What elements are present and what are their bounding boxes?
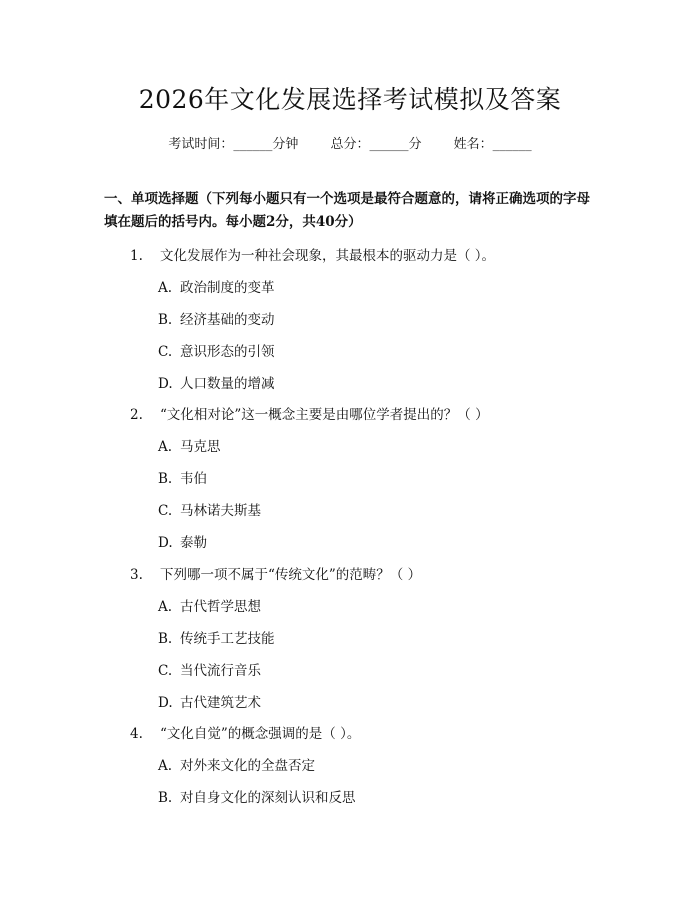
option-text: 对外来文化的全盘否定 [180, 758, 315, 774]
option-letter: C. [158, 344, 173, 360]
option-2b [158, 467, 207, 487]
option-1c [158, 340, 275, 360]
option-text: 意识形态的引领 [180, 344, 275, 360]
question-number: 2. [130, 407, 143, 423]
option-text: 当代流行音乐 [180, 663, 261, 679]
option-letter: B. [158, 312, 173, 328]
option-letter: D. [158, 376, 173, 392]
option-1a [158, 276, 275, 296]
option-1b [158, 308, 275, 328]
option-3c [158, 659, 261, 679]
option-text: 韦伯 [180, 471, 207, 487]
total-score-field: 总分：______分 [330, 137, 422, 152]
question-4 [130, 722, 360, 742]
option-letter: A. [158, 599, 173, 615]
option-text: 古代建筑艺术 [180, 695, 261, 711]
option-letter: A. [158, 758, 173, 774]
question-1 [130, 244, 495, 264]
option-2d [158, 531, 207, 551]
option-2a [158, 435, 221, 455]
option-3a [158, 595, 261, 615]
option-letter: D. [158, 535, 173, 551]
question-3 [130, 563, 421, 583]
exam-info [0, 133, 700, 152]
option-4a [158, 754, 315, 774]
option-letter: A. [158, 280, 173, 296]
option-letter: B. [158, 631, 173, 647]
option-letter: C. [158, 663, 173, 679]
option-text: 政治制度的变革 [180, 280, 275, 296]
option-text: 古代哲学思想 [180, 599, 261, 615]
name-field: 姓名：______ [453, 137, 532, 152]
option-letter: D. [158, 695, 173, 711]
question-number: 4. [130, 726, 143, 742]
option-3d [158, 691, 261, 711]
question-number: 3. [130, 567, 143, 583]
question-number: 1. [130, 248, 143, 264]
option-text: 马林诺夫斯基 [180, 503, 261, 519]
page-title: 2026年文化发展选择考试模拟及答案 [138, 85, 562, 114]
option-text: 马克思 [180, 439, 221, 455]
option-letter: A. [158, 439, 173, 455]
question-text: “文化相对论”这一概念主要是由哪位学者提出的？（ ） [160, 407, 489, 423]
option-4b [158, 786, 356, 806]
option-text: 传统手工艺技能 [180, 631, 275, 647]
option-letter: B. [158, 471, 173, 487]
option-text: 经济基础的变动 [180, 312, 275, 328]
option-1d [158, 372, 275, 392]
option-text: 泰勒 [180, 535, 207, 551]
option-text: 对自身文化的深刻认识和反思 [180, 790, 356, 806]
option-letter: C. [158, 503, 173, 519]
option-letter: B. [158, 790, 173, 806]
question-text: 文化发展作为一种社会现象，其最根本的驱动力是（ ）。 [160, 248, 496, 264]
question-2 [130, 403, 489, 423]
section-heading: 一、单项选择题（下列每小题只有一个选项是最符合题意的，请将正确选项的字母填在题后的括号内。每小题2分，共40分） [104, 191, 590, 230]
exam-time-field: 考试时间：______分钟 [168, 137, 299, 152]
option-text: 人口数量的增减 [180, 376, 275, 392]
option-3b [158, 627, 275, 647]
question-text: “文化自觉”的概念强调的是（ ）。 [160, 726, 361, 742]
option-2c [158, 499, 261, 519]
question-text: 下列哪一项不属于“传统文化”的范畴？（ ） [160, 567, 422, 583]
